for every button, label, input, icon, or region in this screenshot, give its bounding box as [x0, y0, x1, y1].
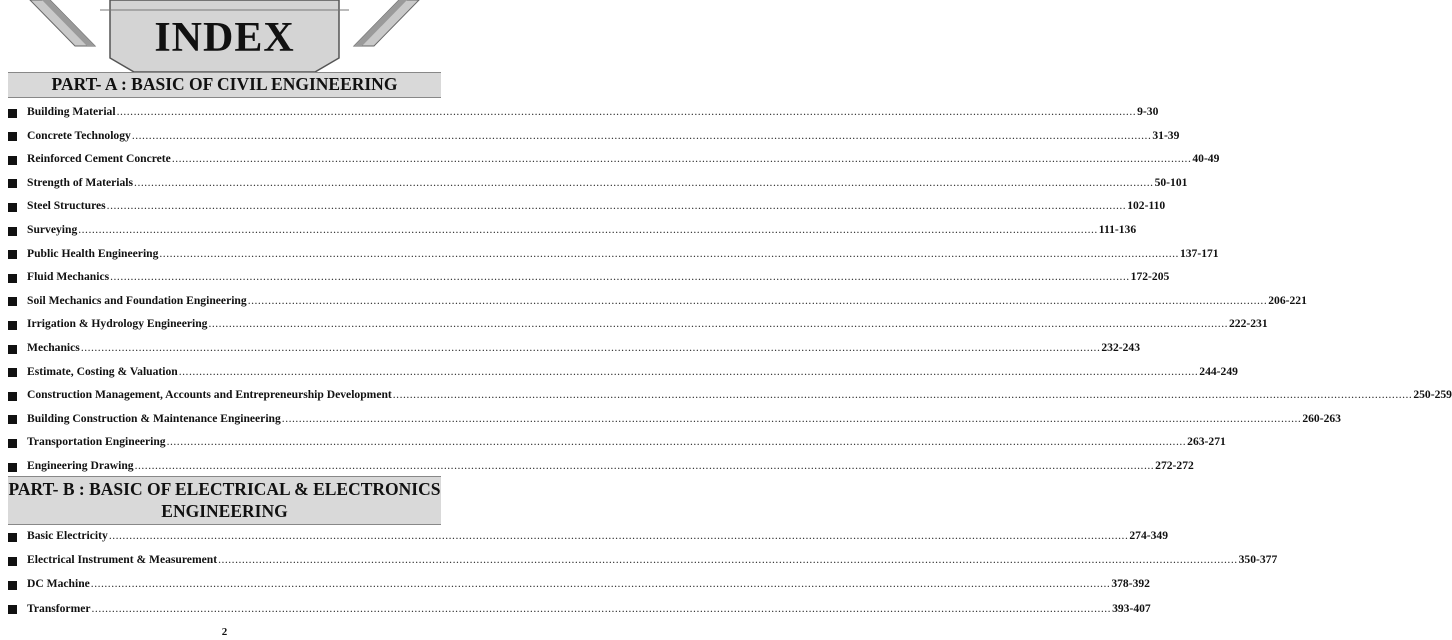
entry-pages: 274-349 [1129, 529, 1168, 542]
square-bullet-icon [8, 392, 17, 401]
entry-title: Transformer [27, 601, 91, 615]
entry-pages: 137-171 [1179, 246, 1219, 260]
index-entry [8, 317, 1268, 333]
entry-pages: 393-407 [1112, 601, 1151, 615]
entry-title: Electrical Instrument & Measurement [27, 553, 218, 567]
square-bullet-icon [8, 605, 17, 614]
entry-pages: 263-271 [1187, 435, 1226, 449]
entry-pages: 111-136 [1098, 223, 1137, 236]
entry-title: Irrigation & Hydrology Engineering [27, 317, 208, 331]
index-entry [8, 152, 1220, 168]
entry-title: DC Machine [27, 577, 90, 591]
square-bullet-icon [8, 345, 17, 354]
entry-title: Basic Electricity [27, 529, 108, 542]
entry-pages: 222-231 [1229, 317, 1268, 331]
index-entry [8, 388, 1452, 404]
entry-pages: 260-263 [1302, 411, 1341, 425]
leader-dots: ............................................................................................................................................................................................................................................................................................................ [159, 246, 1179, 260]
entry-pages: 50-101 [1154, 175, 1188, 189]
square-bullet-icon [8, 297, 17, 306]
square-bullet-icon [8, 227, 17, 236]
entry-title: Mechanics [27, 341, 80, 354]
square-bullet-icon [8, 274, 17, 283]
part-b-heading-line1: PART- B : BASIC OF ELECTRICAL & ELECTRONICS [8, 479, 441, 499]
part-b-heading-line2: ENGINEERING [161, 501, 288, 521]
leader-dots: ............................................................................................................................................................................................................................................................................................................ [78, 223, 1098, 236]
entry-title: Surveying [27, 223, 78, 236]
index-entry [8, 175, 1188, 192]
entry-title: Concrete Technology [27, 128, 131, 142]
entry-pages: 9-30 [1137, 105, 1159, 118]
leader-dots: ............................................................................................................................................................................................................................................................................................................ [90, 577, 1111, 591]
leader-dots: ............................................................................................................................................................................................................................................................................................................ [247, 293, 1268, 307]
leader-dots: ............................................................................................................................................................................................................................................................................................................ [106, 199, 1127, 213]
leader-dots: ............................................................................................................................................................................................................................................................................................................ [134, 175, 1154, 189]
entry-title: Strength of Materials [27, 175, 134, 189]
index-entry [8, 223, 1137, 239]
index-entry [8, 105, 1159, 121]
part-b-heading [8, 476, 441, 525]
entry-title: Steel Structures [27, 199, 106, 213]
entry-pages: 272-272 [1155, 459, 1194, 472]
leader-dots: ............................................................................................................................................................................................................................................................................................................ [178, 364, 1199, 378]
page-number: 2 [221, 626, 228, 638]
leader-dots: ............................................................................................................................................................................................................................................................................................................ [392, 388, 1413, 402]
square-bullet-icon [8, 321, 17, 330]
square-bullet-icon [8, 250, 17, 259]
entry-pages: 102-110 [1127, 199, 1166, 213]
index-entry [8, 601, 1151, 618]
square-bullet-icon [8, 463, 17, 472]
index-entry [8, 529, 1168, 545]
index-entry [8, 246, 1219, 263]
index-entry [8, 577, 1150, 593]
index-entry [8, 128, 1180, 145]
index-entry [8, 411, 1341, 428]
square-bullet-icon [8, 109, 17, 118]
leader-dots: ............................................................................................................................................................................................................................................................................................................ [80, 341, 1101, 354]
leader-dots: ............................................................................................................................................................................................................................................................................................................ [281, 411, 1302, 425]
entry-pages: 244-249 [1199, 364, 1238, 378]
part-a-heading: PART- A : BASIC OF CIVIL ENGINEERING [8, 72, 441, 98]
entry-title: Soil Mechanics and Foundation Engineering [27, 293, 247, 307]
entry-pages: 350-377 [1238, 553, 1278, 567]
square-bullet-icon [8, 439, 17, 448]
index-entry [8, 364, 1238, 381]
leader-dots: ............................................................................................................................................................................................................................................................................................................ [166, 435, 1187, 449]
leader-dots: ............................................................................................................................................................................................................................................................................................................ [108, 529, 1129, 542]
square-bullet-icon [8, 203, 17, 212]
square-bullet-icon [8, 368, 17, 377]
square-bullet-icon [8, 156, 17, 165]
entry-pages: 206-221 [1268, 293, 1307, 307]
square-bullet-icon [8, 132, 17, 141]
square-bullet-icon [8, 533, 17, 542]
square-bullet-icon [8, 581, 17, 590]
index-entry [8, 270, 1170, 286]
leader-dots: ............................................................................................................................................................................................................................................................................................................ [134, 459, 1155, 472]
entry-title: Reinforced Cement Concrete [27, 152, 171, 166]
entry-title: Public Health Engineering [27, 246, 159, 260]
square-bullet-icon [8, 415, 17, 424]
index-entry [8, 341, 1140, 357]
square-bullet-icon [8, 557, 17, 566]
entry-title: Fluid Mechanics [27, 270, 110, 284]
entry-title: Engineering Drawing [27, 459, 134, 472]
entry-pages: 232-243 [1101, 341, 1140, 354]
square-bullet-icon [8, 179, 17, 188]
leader-dots: ............................................................................................................................................................................................................................................................................................................ [218, 553, 1238, 567]
entry-pages: 31-39 [1152, 128, 1180, 142]
leader-dots: ............................................................................................................................................................................................................................................................................................................ [171, 152, 1192, 166]
leader-dots: ............................................................................................................................................................................................................................................................................................................ [131, 128, 1152, 142]
entry-pages: 378-392 [1111, 577, 1150, 591]
index-entry [8, 293, 1307, 310]
entry-pages: 172-205 [1130, 270, 1170, 284]
entry-title: Building Material [27, 105, 116, 118]
leader-dots: ............................................................................................................................................................................................................................................................................................................ [110, 270, 1130, 284]
index-entry [8, 435, 1226, 451]
entry-title: Estimate, Costing & Valuation [27, 364, 178, 378]
index-entry [8, 459, 1194, 475]
leader-dots: ............................................................................................................................................................................................................................................................................................................ [208, 317, 1228, 331]
leader-dots: ............................................................................................................................................................................................................................................................................................................ [91, 601, 1112, 615]
leader-dots: ............................................................................................................................................................................................................................................................................................................ [116, 105, 1137, 118]
index-banner [0, 0, 449, 72]
entry-pages: 40-49 [1192, 152, 1220, 166]
entry-title: Transportation Engineering [27, 435, 166, 449]
entry-pages: 250-259 [1413, 388, 1452, 402]
index-entry [8, 199, 1166, 215]
index-title: INDEX [154, 15, 295, 61]
entry-title: Building Construction & Maintenance Engineering [27, 411, 281, 425]
entry-title: Construction Management, Accounts and Entrepreneurship Development [27, 388, 392, 402]
index-entry [8, 553, 1278, 569]
